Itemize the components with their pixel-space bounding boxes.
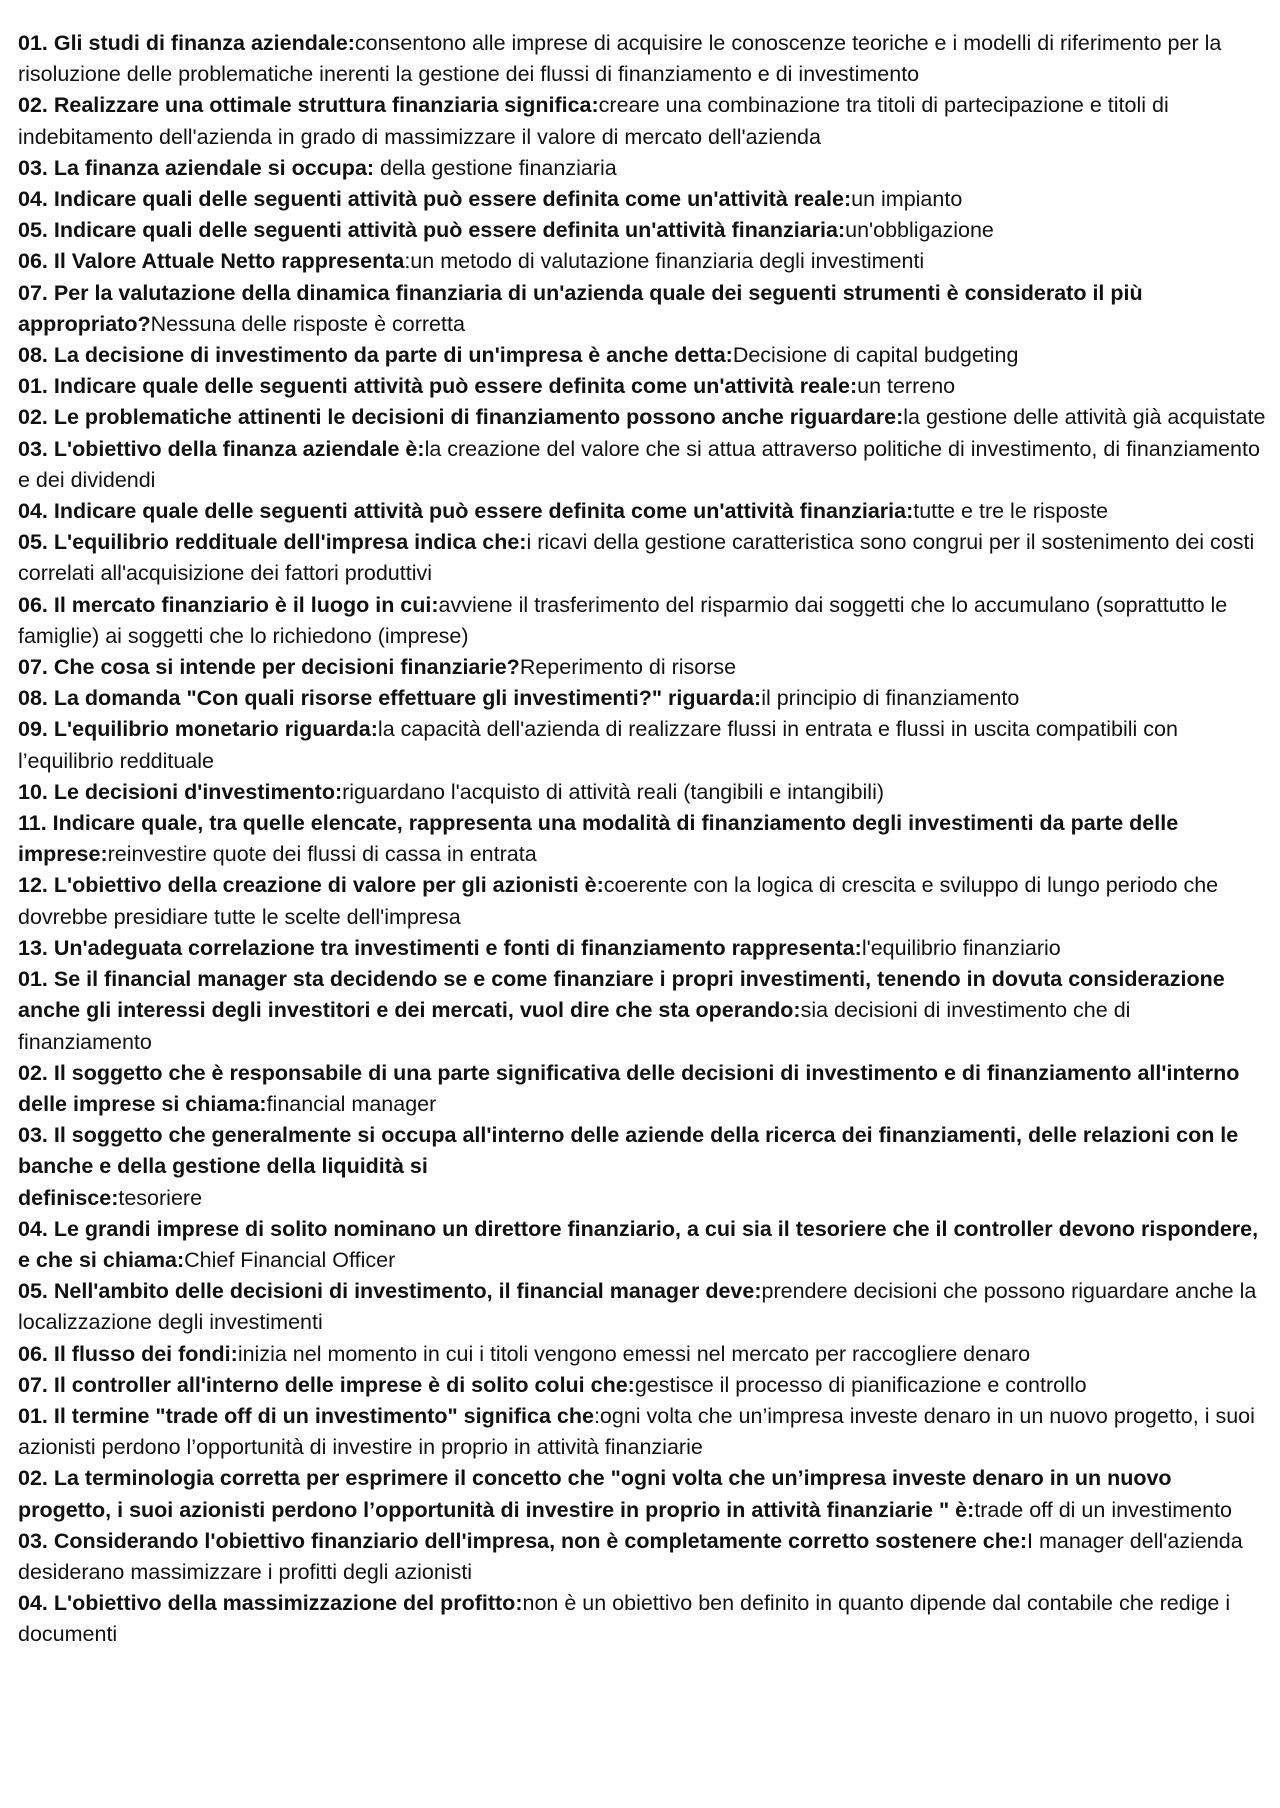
answer-text: la capacità dell'azienda di realizzare flussi in entrata e flussi in uscita compatibili con l’equilibrio reddituale: [18, 717, 1178, 773]
answer-text: reinvestire quote dei flussi di cassa in entrata: [107, 842, 537, 867]
qa-item: [18, 1214, 1268, 1276]
answer-text: la gestione delle attività già acquistate: [903, 405, 1266, 430]
qa-item: [18, 777, 1268, 808]
question-text: 13. Un'adeguata correlazione tra investimenti e fonti di finanziamento rappresenta:: [18, 935, 862, 960]
qa-item: [18, 340, 1268, 371]
question-text: 06. Il mercato finanziario è il luogo in cui:: [18, 592, 439, 617]
answer-text: il principio di finanziamento: [761, 686, 1020, 711]
qa-item: [18, 1370, 1268, 1401]
question-text: 02. La terminologia corretta per esprimere il concetto che "ogni volta che un’impresa investe denaro in un nuovo progetto, i suoi azionisti perdono l’opportunità di investire in proprio in attività finanziarie " è:: [18, 1466, 1172, 1522]
qa-item: [18, 153, 1268, 184]
answer-text: I manager dell'azienda desiderano massimizzare i profitti degli azionisti: [18, 1528, 1243, 1584]
answer-text: sia decisioni di investimento che di finanziamento: [18, 998, 1131, 1054]
qa-item: [18, 434, 1268, 496]
question-text: 08. La domanda "Con quali risorse effettuare gli investimenti?" riguarda:: [18, 686, 762, 711]
answer-text: Chief Financial Officer: [184, 1247, 396, 1272]
qa-item: [18, 1339, 1268, 1370]
answer-text: Decisione di capital budgeting: [732, 343, 1019, 368]
answer-text: coerente con la logica di crescita e sviluppo di lungo periodo che dovrebbe presidiare tutte le scelte dell'impresa: [18, 873, 1219, 929]
answer-text: Nessuna delle risposte è corretta: [150, 311, 465, 336]
question-text: 05. Indicare quali delle seguenti attività può essere definita un'attività finanziaria:: [18, 218, 846, 243]
qa-item: [18, 496, 1268, 527]
answer-text: creare una combinazione tra titoli di partecipazione e titoli di indebitamento dell'azienda in grado di massimizzare il valore di mercato dell'azienda: [18, 93, 1169, 149]
question-text: 09. L'equilibrio monetario riguarda:: [18, 717, 378, 742]
question-text: 04. Indicare quale delle seguenti attività può essere definita come un'attività finanziaria:: [18, 499, 914, 524]
answer-text: :ogni volta che un’impresa investe denaro in un nuovo progetto, i suoi azionisti perdono l’opportunità di investire in proprio in attività finanziarie: [18, 1403, 1255, 1460]
question-text: 01. Se il financial manager sta decidendo se e come finanziare i propri investimenti, tenendo in dovuta considerazione anche gli interessi degli investitori e dei mercati, vuol dire che sta operando:: [18, 967, 1225, 1023]
question-text: 03. L'obiettivo della finanza aziendale è:: [18, 436, 425, 461]
question-text: 06. Il Valore Attuale Netto rappresenta: [18, 249, 405, 274]
question-text: 10. Le decisioni d'investimento:: [18, 779, 343, 804]
question-text: 02. Le problematiche attinenti le decisioni di finanziamento possono anche riguardare:: [18, 405, 904, 430]
answer-text: l'equilibrio finanziario: [861, 935, 1061, 960]
answer-text: un'obbligazione: [845, 218, 994, 243]
qa-item: [18, 1401, 1268, 1463]
question-text: 07. Per la valutazione della dinamica finanziaria di un'azienda quale dei seguenti strumenti è considerato il più appropriato?: [18, 280, 1143, 336]
question-text: 02. Il soggetto che è responsabile di una parte significativa delle decisioni di investimento e di finanziamento all'interno delle imprese si chiama:: [18, 1060, 1240, 1116]
qa-item: [18, 527, 1268, 589]
qa-item: [18, 1058, 1268, 1120]
question-text: 03. Considerando l'obiettivo finanziario dell'impresa, non è completamente corretto sostenere che:: [18, 1528, 1028, 1553]
answer-text: prendere decisioni che possono riguardare anche la localizzazione degli investimenti: [18, 1279, 1257, 1335]
qa-item: [18, 278, 1268, 340]
question-text: 05. Nell'ambito delle decisioni di investimento, il financial manager deve:: [18, 1279, 762, 1304]
qa-item: [18, 371, 1268, 402]
question-text: 02. Realizzare una ottimale struttura finanziaria significa:: [18, 93, 599, 118]
qa-item: [18, 402, 1268, 433]
qa-item: [18, 964, 1268, 1058]
qa-item: [18, 1588, 1268, 1650]
qa-item: [18, 215, 1268, 246]
question-text: 04. L'obiettivo della massimizzazione del profitto:: [18, 1591, 523, 1616]
qa-item: [18, 246, 1268, 277]
question-text: 03. La finanza aziendale si occupa:: [18, 155, 375, 180]
question-text: 04. Indicare quali delle seguenti attività può essere definita come un'attività reale:: [18, 187, 852, 212]
answer-text: avviene il trasferimento del risparmio dai soggetti che lo accumulano (soprattutto le famiglie) ai soggetti che lo richiedono (imprese): [18, 592, 1228, 648]
question-text: 03. Il soggetto che generalmente si occupa all'interno delle aziende della ricerca dei finanziamenti, delle relazioni con le banche e della gestione della liquidità si definisce:: [18, 1123, 1239, 1210]
qa-item: [18, 1526, 1268, 1588]
question-text: 01. Gli studi di finanza aziendale:: [18, 31, 355, 55]
question-text: 12. L'obiettivo della creazione di valore per gli azionisti è:: [18, 873, 604, 898]
qa-item: [18, 184, 1268, 215]
answer-text: :un metodo di valutazione finanziaria degli investimenti: [404, 249, 925, 274]
answer-text: gestisce il processo di pianificazione e controllo: [634, 1372, 1087, 1397]
answer-text: inizia nel momento in cui i titoli vengono emessi nel mercato per raccogliere denaro: [237, 1341, 1031, 1366]
qa-item: [18, 590, 1268, 652]
answer-text: tesoriere: [118, 1185, 203, 1210]
question-text: 06. Il flusso dei fondi:: [18, 1341, 238, 1366]
answer-text: consentono alle imprese di acquisire le conoscenze teoriche e i modelli di riferimento per la risoluzione delle problematiche inerenti la gestione dei flussi di finanziamento e di investimento: [18, 31, 1222, 87]
answer-text: tutte e tre le risposte: [913, 499, 1109, 524]
answer-text: la creazione del valore che si attua attraverso politiche di investimento, di finanziamento e dei dividendi: [18, 436, 1260, 492]
qa-item: [18, 1276, 1268, 1338]
answer-text: non è un obiettivo ben definito in quanto dipende dal contabile che redige i documenti: [18, 1591, 1231, 1647]
qa-item: [18, 714, 1268, 776]
qa-item: [18, 1120, 1268, 1214]
answer-text: un impianto: [851, 187, 963, 212]
answer-text: financial manager: [266, 1091, 437, 1116]
answer-text: i ricavi della gestione caratteristica sono congrui per il sostenimento dei costi correlati all'acquisizione dei fattori produttivi: [18, 530, 1255, 586]
answer-text: riguardano l'acquisto di attività reali (tangibili e intangibili): [342, 779, 885, 804]
question-text: 01. Il termine "trade off di un investimento" significa che: [18, 1403, 594, 1428]
answer-text: trade off di un investimento: [974, 1497, 1233, 1522]
qa-item: [18, 1463, 1268, 1525]
qa-item: [18, 933, 1268, 964]
document-page: [18, 28, 1268, 1651]
question-text: 08. La decisione di investimento da parte di un'impresa è anche detta:: [18, 343, 733, 368]
qa-item: [18, 28, 1268, 90]
question-text: 07. Che cosa si intende per decisioni finanziarie?: [18, 655, 520, 680]
question-text: 04. Le grandi imprese di solito nominano un direttore finanziario, a cui sia il tesoriere che il controller devono rispondere, e che si chiama:: [18, 1216, 1259, 1272]
qa-item: [18, 683, 1268, 714]
question-text: 01. Indicare quale delle seguenti attività può essere definita come un'attività reale:: [18, 374, 858, 399]
answer-text: un terreno: [857, 374, 956, 399]
answer-text: Reperimento di risorse: [519, 655, 737, 680]
qa-item: [18, 90, 1268, 152]
answer-text: della gestione finanziaria: [374, 155, 617, 180]
qa-item: [18, 808, 1268, 870]
question-text: 05. L'equilibrio reddituale dell'impresa indica che:: [18, 530, 527, 555]
qa-item: [18, 652, 1268, 683]
question-text: 07. Il controller all'interno delle imprese è di solito colui che:: [18, 1372, 635, 1397]
qa-item: [18, 870, 1268, 932]
question-text: 11. Indicare quale, tra quelle elencate, rappresenta una modalità di finanziamento degli investimenti da parte delle imprese:: [18, 811, 1179, 867]
